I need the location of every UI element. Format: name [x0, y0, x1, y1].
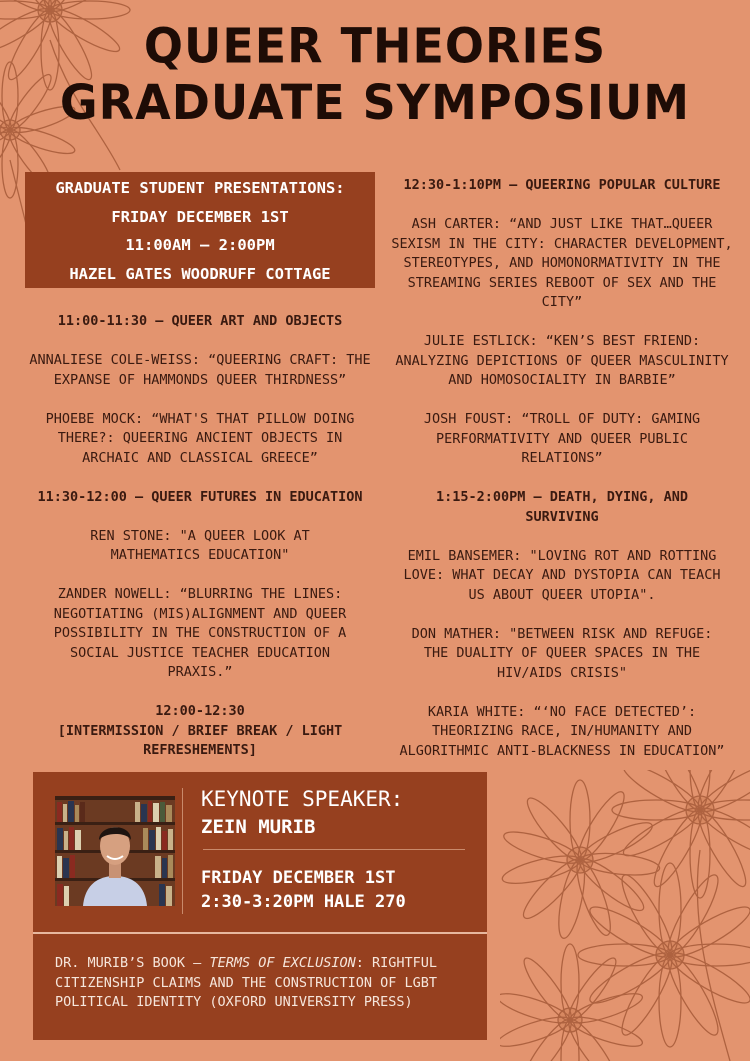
schedule-left-column: [22, 312, 378, 761]
schedule-right-column: [388, 176, 736, 761]
keynote-box: [33, 772, 487, 1040]
details-heading: GRADUATE STUDENT PRESENTATIONS:: [55, 179, 345, 197]
title-line-1: QUEER THEORIES: [143, 17, 607, 74]
details-date: FRIDAY DECEMBER 1ST: [111, 207, 289, 226]
session-heading: 12:30-1:10PM – QUEERING POPULAR CULTURE: [403, 177, 721, 193]
talk-entry: ANNALIESE COLE-WEISS: “QUEERING CRAFT: THE EXPANSE OF HAMMONDS QUEER THIRDNESS”: [29, 352, 371, 388]
keynote-divider-horizontal: [203, 849, 465, 850]
keynote-date: FRIDAY DECEMBER 1ST: [201, 868, 396, 888]
talk-entry: JOSH FOUST: “TROLL OF DUTY: GAMING PERFORMATIVITY AND QUEER PUBLIC RELATIONS”: [423, 411, 701, 466]
details-location: HAZEL GATES WOODRUFF COTTAGE: [69, 264, 331, 283]
talk-entry: EMIL BANSEMER: "LOVING ROT AND ROTTING LOVE: WHAT DECAY AND DYSTOPIA CAN TEACH US ABOUT QUEER UTOPIA".: [403, 547, 721, 603]
keynote-book-description: [55, 954, 475, 1013]
talk-entry: ZANDER NOWELL: “BLURRING THE LINES: NEGOTIATING (MIS)ALIGNMENT AND QUEER POSSIBILITY IN THE CONSTRUCTION OF A SOCIAL JUSTICE TEACHER EDUCATION PRAXIS.”: [53, 586, 347, 680]
keynote-time-location: 2:30-3:20PM HALE 270: [201, 892, 406, 912]
speaker-photo: [55, 796, 175, 906]
talk-entry: KARIA WHITE: “‘NO FACE DETECTED’: THEORIZING RACE, IN/HUMANITY AND ALGORITHMIC ANTI-BLACKNESS IN EDUCATION”: [399, 703, 725, 759]
talk-entry: DON MATHER: "BETWEEN RISK AND REFUGE: THE DUALITY OF QUEER SPACES IN THE HIV/AIDS CRISIS": [411, 625, 713, 681]
flower-decoration-bottom-right: [500, 770, 750, 1061]
keynote-divider-full: [33, 932, 487, 934]
talk-entry: JULIE ESTLICK: “KEN’S BEST FRIEND: ANALYZING DEPICTIONS OF QUEER MASCULINITY AND HOMOSOCIALITY IN BARBIE”: [395, 333, 729, 388]
talk-entry: REN STONE: "A QUEER LOOK AT MATHEMATICS EDUCATION": [90, 527, 310, 563]
book-prefix: DR. MURIB’S BOOK –: [55, 955, 210, 971]
details-time: 11:00AM – 2:00PM: [125, 236, 275, 254]
book-title: TERMS OF EXCLUSION: [209, 955, 356, 971]
keynote-speaker-name: ZEIN MURIB: [201, 816, 316, 838]
talk-entry: ASH CARTER: “AND JUST LIKE THAT…QUEER SEXISM IN THE CITY: CHARACTER DEVELOPMENT, STEREOTYPES, AND HOMONORMATIVITY IN THE STREAMING SERIES REBOOT OF SEX AND THE CITY”: [391, 216, 733, 310]
event-details-box: [25, 172, 375, 288]
talk-entry: PHOEBE MOCK: “WHAT'S THAT PILLOW DOING THERE?: QUEERING ANCIENT OBJECTS IN ARCHAIC AND CLASSICAL GREECE”: [45, 410, 355, 466]
intermission-time: 12:00-12:30: [155, 703, 245, 719]
session-heading: 11:00-11:30 – QUEER ART AND OBJECTS: [57, 313, 343, 329]
session-heading: 1:15-2:00PM – DEATH, DYING, AND SURVIVING: [436, 489, 688, 525]
intermission-text: [INTERMISSION / BRIEF BREAK / LIGHT REFRESHEMENTS]: [57, 722, 343, 758]
session-heading: 11:30-12:00 – QUEER FUTURES IN EDUCATION: [37, 488, 363, 505]
keynote-label: KEYNOTE SPEAKER:: [201, 787, 404, 811]
title-line-2: GRADUATE SYMPOSIUM: [59, 74, 691, 131]
book-suffix: : RIGHTFUL CITIZENSHIP CLAIMS AND THE CONSTRUCTION OF LGBT POLITICAL IDENTITY (OXFORD UNIVERSITY PRESS): [55, 955, 438, 1010]
page-title: [0, 17, 750, 130]
keynote-divider-vertical: [182, 788, 183, 914]
